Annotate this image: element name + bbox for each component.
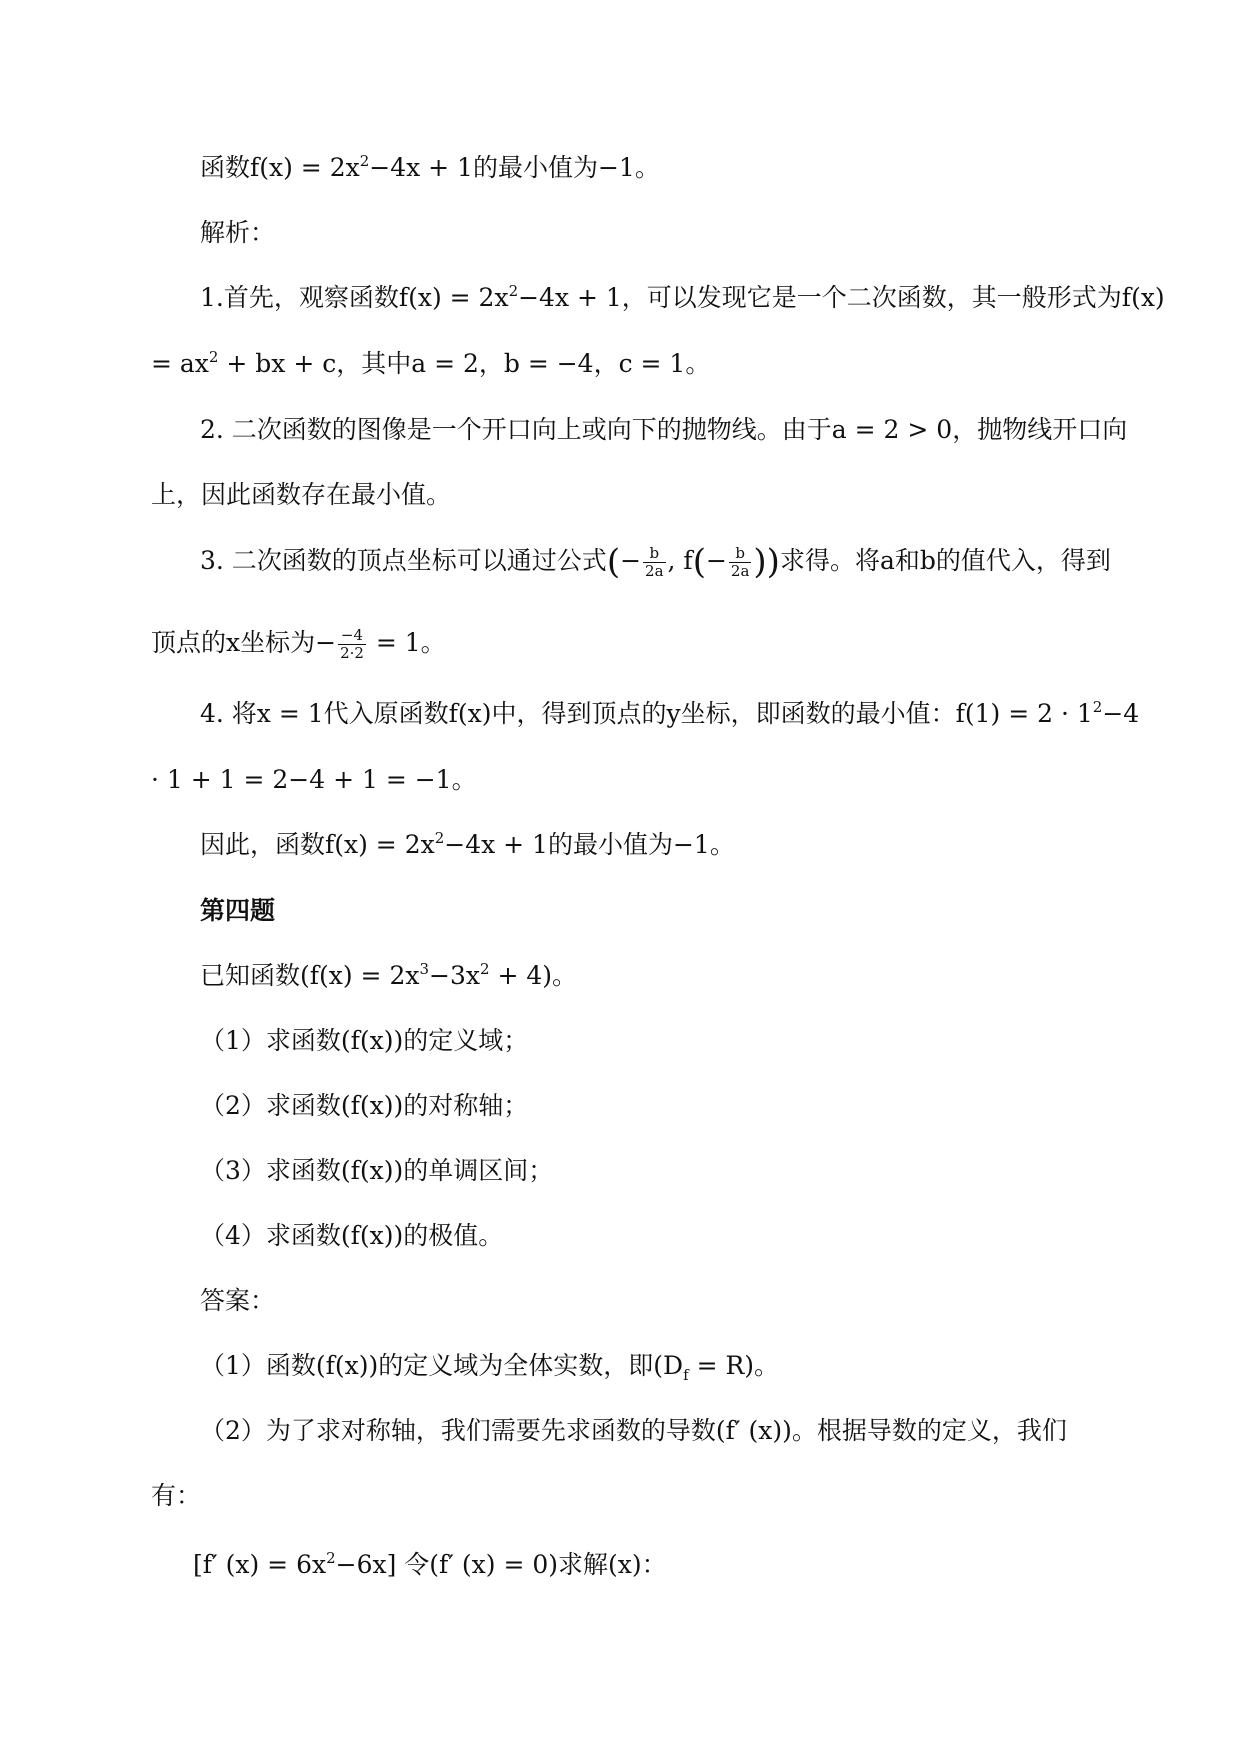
- text-segment: 1.首先，观察函数f(x) = 2x: [200, 283, 509, 312]
- text-line: 解析：: [200, 218, 276, 247]
- fraction: [338, 627, 366, 662]
- text-line: [200, 542, 1111, 582]
- text-line: （2）求函数(f(x))的对称轴；: [200, 1091, 529, 1120]
- superscript: 2: [434, 829, 445, 847]
- text-segment: 3. 二次函数的顶点坐标可以通过公式: [200, 546, 607, 575]
- subscript: f: [683, 1366, 689, 1384]
- superscript: 2: [359, 152, 370, 170]
- text-line: 答案：: [200, 1286, 276, 1315]
- text-line: （1）求函数(f(x))的定义域；: [200, 1026, 529, 1055]
- text-line: [151, 348, 710, 380]
- text-line: （4）求函数(f(x))的极值。: [200, 1221, 504, 1250]
- text-segment: −4x + 1的最小值为−1。: [444, 830, 735, 859]
- fraction-numerator: b: [729, 545, 752, 563]
- text-segment: = 1。: [367, 628, 446, 657]
- fraction-denominator: 2a: [730, 562, 750, 580]
- text-line: （3）求函数(f(x))的单调区间；: [200, 1156, 554, 1185]
- superscript: 2: [508, 282, 519, 300]
- paren: (: [692, 542, 706, 582]
- text-segment: + 4)。: [489, 961, 578, 990]
- text-segment: −3x: [429, 961, 480, 990]
- text-segment: 已知函数(f(x) = 2x: [200, 961, 420, 990]
- text-line: 有：: [151, 1481, 202, 1510]
- text-line: 上，因此函数存在最小值。: [151, 480, 452, 509]
- text-segment: = ax: [151, 349, 209, 378]
- text-line: · 1 + 1 = 2−4 + 1 = −1。: [151, 765, 477, 794]
- fraction: [643, 545, 666, 580]
- text-segment: 顶点的x坐标为−: [151, 628, 337, 657]
- text-line: 2. 二次函数的图像是一个开口向上或向下的抛物线。由于a = 2 > 0，抛物线开口向: [200, 415, 1128, 444]
- text-segment: = R)。: [688, 1351, 780, 1380]
- text-line: （2）为了求对称轴，我们需要先求函数的导数(f′ (x))。根据导数的定义，我们: [200, 1416, 1067, 1445]
- text-segment: （1）函数(f(x))的定义域为全体实数，即(D: [200, 1351, 684, 1380]
- text-segment: −4: [1102, 699, 1140, 728]
- section-heading: 第四题: [200, 896, 276, 925]
- text-line: [200, 282, 1165, 314]
- text-line: [200, 1350, 779, 1382]
- superscript: 2: [326, 1549, 336, 1567]
- fraction-numerator: −4: [338, 627, 366, 645]
- text-segment: , f: [667, 546, 693, 575]
- paren: )): [753, 542, 780, 582]
- text-segment: 求得。将a和b的值代入，得到: [779, 546, 1111, 575]
- text-line: [151, 627, 446, 662]
- fraction-numerator: b: [643, 545, 666, 563]
- superscript: 3: [419, 960, 430, 978]
- text-line: [200, 698, 1139, 730]
- text-line: [193, 1549, 667, 1581]
- text-segment: −: [705, 546, 727, 575]
- text-segment: + bx + c，其中a = 2，b = −4，c = 1。: [218, 349, 711, 378]
- text-segment: [f′ (x) = 6x: [193, 1550, 327, 1579]
- text-line: [200, 829, 735, 861]
- text-segment: −: [620, 546, 642, 575]
- superscript: 2: [208, 348, 219, 366]
- text-line: [200, 152, 660, 184]
- text-segment: −4x + 1的最小值为−1。: [369, 153, 660, 182]
- text-line: [200, 960, 577, 992]
- superscript: 2: [479, 960, 490, 978]
- superscript: 2: [1092, 698, 1103, 716]
- fraction-denominator: 2a: [645, 562, 664, 580]
- fraction-denominator: 2·2: [340, 644, 364, 662]
- text-segment: 4. 将x = 1代入原函数f(x)中，得到顶点的y坐标，即函数的最小值：f(1) = 2 · 1: [200, 699, 1093, 728]
- text-segment: 函数f(x) = 2x: [200, 153, 360, 182]
- paren: (: [606, 542, 621, 582]
- text-segment: −6x] 令(f′ (x) = 0)求解(x)：: [335, 1550, 667, 1579]
- text-segment: 因此，函数f(x) = 2x: [200, 830, 435, 859]
- text-segment: −4x + 1，可以发现它是一个二次函数，其一般形式为f(x): [518, 283, 1165, 312]
- fraction: [729, 545, 752, 580]
